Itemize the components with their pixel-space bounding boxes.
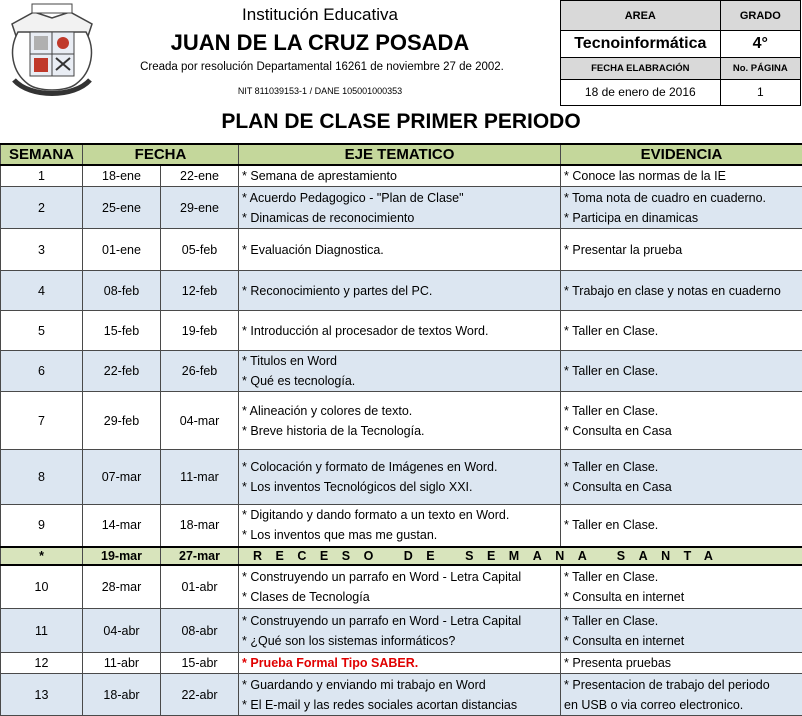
evidence-line: * Presentacion de trabajo del periodo [564,677,770,692]
evidence-line: * Consulta en internet [564,589,685,604]
topic-line: * El E-mail y las redes sociales acortan distancias [242,697,518,712]
evidence-line: * Taller en Clase. [564,460,659,474]
evidence-line: * Taller en Clase. [564,569,659,584]
date-from: 18-ene [83,165,161,187]
evidence-line: * Participa en dinamicas [564,210,699,225]
table-row [1,609,802,653]
date-from: 04-abr [83,609,161,653]
date-from: 11-abr [83,653,161,674]
topic-line: * Los inventos que mas me gustan. [242,528,438,543]
col-fecha: FECHA [83,144,239,165]
topic-line: * Colocación y formato de Imágenes en Word. [242,460,498,474]
eje-tematico-cell [239,450,561,505]
date-from: 22-feb [83,351,161,392]
week-number: 4 [1,271,83,311]
resolution-text: Creada por resolución Departamental 16261 de noviembre 27 de 2002. [140,61,504,73]
date-to: 08-abr [161,609,239,653]
evidence-line: * Presenta pruebas [564,656,672,670]
eje-tematico-cell [239,311,561,351]
table-row [1,392,802,450]
topic-line: * Alineación y colores de texto. [242,403,413,418]
evidence-line: * Taller en Clase. [564,323,659,338]
topic-line: * Construyendo un parrafo en Word - Letra Capital [242,613,522,628]
evidencia-cell [561,565,802,609]
date-from: 07-mar [83,450,161,505]
topic-line: * Qué es tecnología. [242,374,356,388]
date-to: 11-mar [161,450,239,505]
date-from: 25-ene [83,187,161,229]
evidencia-cell [561,505,802,547]
topic-line: * Breve historia de la Tecnología. [242,423,425,438]
institution-line: Institución Educativa [242,5,398,24]
table-row [1,351,802,392]
eje-tematico-cell [239,653,561,674]
table-row [1,311,802,351]
school-crest-icon [4,2,100,102]
eje-tematico-cell [239,505,561,547]
pagina-label: No. PÁGINA [720,57,800,79]
eje-tematico-cell [239,187,561,229]
week-number: 9 [1,505,83,547]
document-header [0,0,802,107]
topic-line: * Dinamicas de reconocimiento [242,210,415,225]
lesson-plan-table [0,143,802,716]
evidence-line: * Trabajo en clase y notas en cuaderno [564,283,781,298]
eje-tematico-cell [239,271,561,311]
table-row [1,271,802,311]
evidence-line: * Taller en Clase. [564,518,659,533]
date-from: 08-feb [83,271,161,311]
metadata-table [560,0,801,106]
date-from: 14-mar [83,505,161,547]
evidencia-cell [561,392,802,450]
week-number: 1 [1,165,83,187]
topic-line: * Prueba Formal Tipo SABER. [242,656,419,670]
fecha-label: FECHA ELABRACIÓN [561,57,721,79]
recess-label: RECESO DE SEMANA SANTA [239,547,802,565]
table-row [1,653,802,674]
evidence-line: * Consulta en Casa [564,423,672,438]
week-number: 13 [1,674,83,716]
evidencia-cell [561,674,802,716]
school-name: JUAN DE LA CRUZ POSADA [170,30,470,55]
date-to: 12-feb [161,271,239,311]
evidencia-cell [561,311,802,351]
evidence-line: * Presentar la prueba [564,242,683,257]
topic-line: * Reconocimiento y partes del PC. [242,283,433,298]
topic-line: * Evaluación Diagnostica. [242,242,384,257]
topic-line: * Los inventos Tecnológicos del siglo XXI. [242,480,473,494]
topic-line: * Digitando y dando formato a un texto en Word. [242,508,510,523]
col-semana: SEMANA [1,144,83,165]
evidence-line: * Consulta en Casa [564,480,672,494]
date-to: 26-feb [161,351,239,392]
date-from: 29-feb [83,392,161,450]
week-number: 10 [1,565,83,609]
evidence-line: * Taller en Clase. [564,403,659,418]
topic-line: * Introducción al procesador de textos Word. [242,323,489,338]
col-eje-tematico: EJE TEMATICO [239,144,561,165]
recess-row [1,547,802,565]
evidence-line: * Conoce las normas de la IE [564,169,726,183]
evidencia-cell [561,187,802,229]
eje-tematico-cell [239,165,561,187]
table-row [1,565,802,609]
week-number: 6 [1,351,83,392]
date-from: 18-abr [83,674,161,716]
week-number: 5 [1,311,83,351]
table-row [1,165,802,187]
evidencia-cell [561,609,802,653]
week-number: 12 [1,653,83,674]
date-to: 22-ene [161,165,239,187]
eje-tematico-cell [239,565,561,609]
topic-line: * Titulos en Word [242,354,337,368]
week-number: 3 [1,229,83,271]
eje-tematico-cell [239,392,561,450]
eje-tematico-cell [239,674,561,716]
table-row [1,674,802,716]
table-row [1,229,802,271]
date-to: 05-feb [161,229,239,271]
table-row [1,187,802,229]
fecha-value: 18 de enero de 2016 [561,79,721,105]
date-from: 15-feb [83,311,161,351]
evidencia-cell [561,653,802,674]
date-to: 04-mar [161,392,239,450]
evidence-line: * Taller en Clase. [564,613,659,628]
evidence-line: * Consulta en internet [564,633,685,648]
date-from: 28-mar [83,565,161,609]
pagina-value: 1 [720,79,800,105]
evidencia-cell [561,271,802,311]
date-to: 01-abr [161,565,239,609]
week-number: 11 [1,609,83,653]
topic-line: * Guardando y enviando mi trabajo en Word [242,677,486,692]
date-to: 29-ene [161,187,239,229]
topic-line: * Clases de Tecnología [242,589,370,604]
col-evidencia: EVIDENCIA [561,144,802,165]
area-label: AREA [561,1,721,31]
eje-tematico-cell [239,609,561,653]
date-from: 19-mar [83,547,161,565]
date-to: 18-mar [161,505,239,547]
plan-title: PLAN DE CLASE PRIMER PERIODO [221,110,581,133]
topic-line: * ¿Qué son los sistemas informáticos? [242,633,456,648]
nit-dane-text: NIT 811039153-1 / DANE 105001000353 [237,86,403,96]
week-number: 7 [1,392,83,450]
grado-value: 4° [720,31,800,57]
week-number: * [1,547,83,565]
eje-tematico-cell [239,351,561,392]
date-from: 01-ene [83,229,161,271]
date-to: 27-mar [161,547,239,565]
evidencia-cell [561,351,802,392]
date-to: 19-feb [161,311,239,351]
date-to: 15-abr [161,653,239,674]
evidencia-cell [561,165,802,187]
evidence-line: * Taller en Clase. [564,364,659,378]
table-row [1,450,802,505]
evidence-line: * Toma nota de cuadro en cuaderno. [564,190,767,205]
grado-label: GRADO [720,1,800,31]
evidence-line: en USB o via correo electronico. [564,697,744,712]
eje-tematico-cell [239,229,561,271]
topic-line: * Acuerdo Pedagogico - "Plan de Clase" [242,190,464,205]
date-to: 22-abr [161,674,239,716]
area-value: Tecnoinformática [561,31,721,57]
table-row [1,505,802,547]
week-number: 8 [1,450,83,505]
evidencia-cell [561,229,802,271]
evidencia-cell [561,450,802,505]
topic-line: * Semana de aprestamiento [242,169,397,183]
week-number: 2 [1,187,83,229]
topic-line: * Construyendo un parrafo en Word - Letra Capital [242,569,522,584]
